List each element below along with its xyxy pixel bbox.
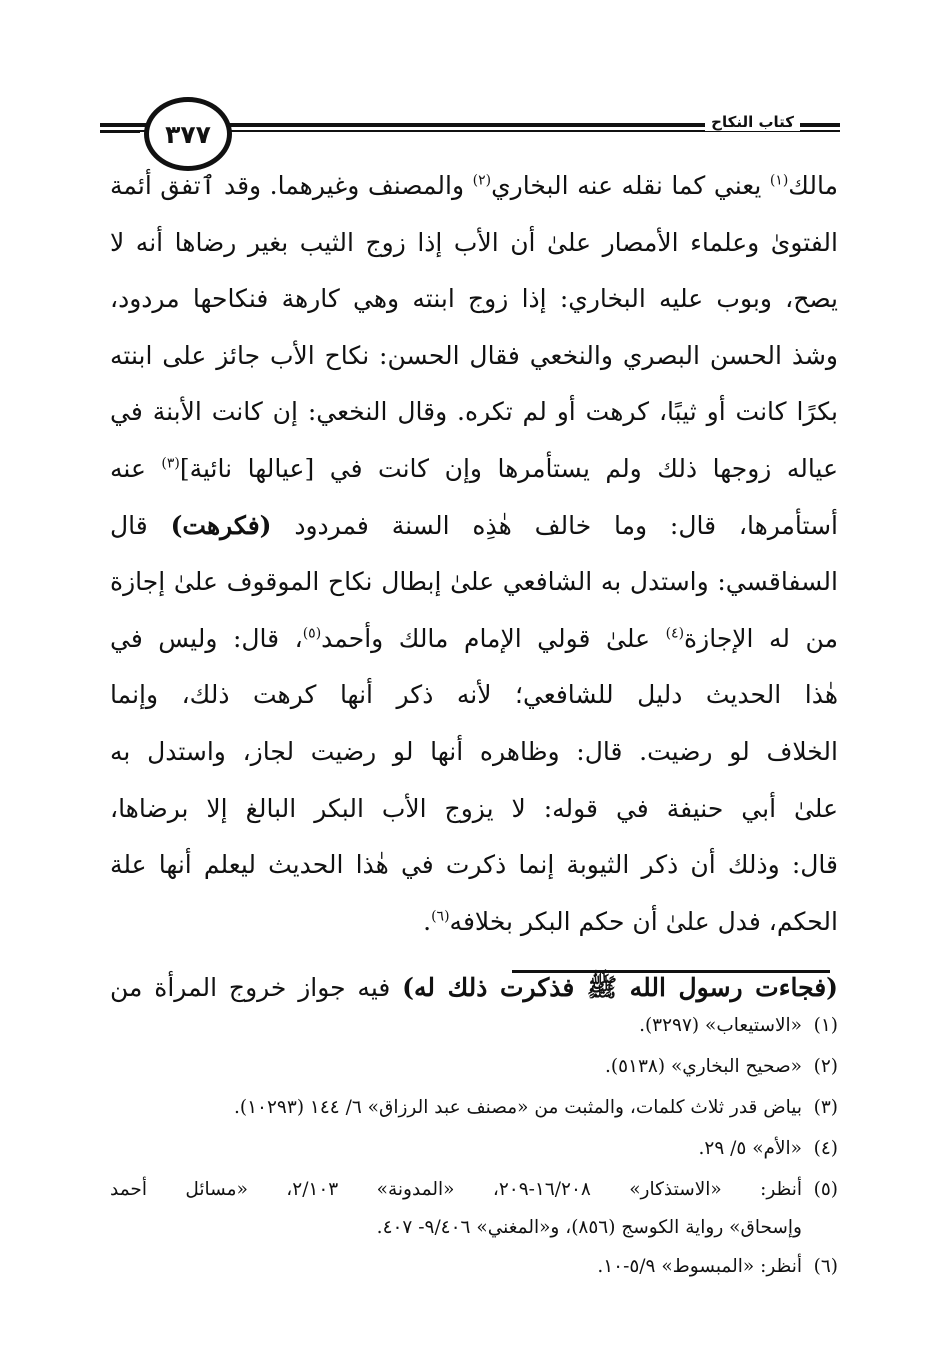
footnote-text: «الأم» ٥/ ٢٩. — [698, 1138, 802, 1159]
text-segment: بكرًا كانت أو ثيبًا، كرهت أو لم تكره. وقال النخعي: إن كانت الأبنة في — [110, 397, 838, 427]
footnote — [110, 1005, 838, 1046]
text-line — [110, 498, 838, 555]
footnote-continuation: وإسحاق» رواية الكوسج (٨٥٦)، و«المغني» ٩/٤٠٦- ٤٠٧. — [376, 1217, 802, 1238]
text-segment: ، قال: وليس في — [110, 623, 303, 653]
text-segment: علىٰ أبي حنيفة في قوله: لا يزوج الأب البكر البالغ إلا برضاها، — [110, 793, 838, 823]
text-segment: هٰذا الحديث دليل للشافعي؛ لأنه ذكر أنها كرهت ذلك، وإنما — [110, 680, 838, 710]
page-number: ٣٧٧ — [144, 97, 232, 171]
text-line — [110, 328, 838, 385]
text-segment: وشذ الحسن البصري والنخعي فقال الحسن: نكاح الأب جائز على ابنته — [110, 340, 838, 370]
footnote — [110, 1169, 838, 1210]
text-segment: مالك — [788, 171, 838, 200]
text-line — [110, 781, 838, 838]
text-segment: أستأمرها، قال: وما خالف هٰذِه السنة فمردود — [271, 510, 838, 540]
text-line — [110, 441, 838, 498]
footnote-number: (٥) — [813, 1179, 839, 1200]
text-segment: علىٰ قولي الإمام مالك وأحمد — [321, 623, 666, 653]
running-title-rule — [804, 123, 840, 127]
footnote — [110, 1128, 838, 1169]
footnotes — [110, 1005, 838, 1287]
footnote — [110, 1046, 838, 1087]
text-line — [110, 667, 838, 724]
text-segment: (فجاءت رسول الله ﷺ فذكرت ذلك له) — [402, 973, 838, 1003]
text-line — [110, 554, 838, 611]
text-segment: والمصنف وغيرهما. وقد ٱتفق أئمة — [110, 171, 473, 200]
footnote-number: (٣) — [813, 1097, 838, 1118]
text-segment: يعني كما نقله عنه البخاري — [491, 171, 770, 200]
text-line — [110, 611, 838, 668]
footnote-ref[interactable]: (١) — [769, 172, 789, 189]
footnote-ref[interactable]: (٣) — [161, 455, 180, 472]
text-segment: الفتوىٰ وعلماء الأمصار علىٰ أن الأب إذا زوج الثيب بغير رضاها أنه لا — [110, 227, 838, 257]
footnote-separator — [512, 970, 830, 973]
text-line — [110, 158, 838, 215]
footnote-ref[interactable]: (٦) — [431, 908, 450, 925]
text-segment: يصح، وبوب عليه البخاري: إذا زوج ابنته وهي كارهة فنكاحها مردود، — [110, 284, 838, 314]
footnote-ref[interactable]: (٢) — [472, 172, 492, 189]
text-segment: . — [423, 906, 432, 936]
text-segment: فيه جواز خروج المرأة من — [110, 973, 403, 1003]
text-segment: عنه — [110, 453, 162, 483]
footnote-number: (٤) — [813, 1138, 838, 1159]
text-segment: السفاقسي: واستدل به الشافعي علىٰ إبطال نكاح الموقوف علىٰ إجازة — [110, 567, 838, 597]
footnote-text: بياض قدر ثلاث كلمات، والمثبت من «مصنف عبد الرزاق» ٦/ ١٤٤ (١٠٢٩٣). — [234, 1097, 802, 1118]
footnote-ref[interactable]: (٤) — [665, 625, 685, 642]
running-title: كتاب النكاح — [705, 113, 800, 131]
text-segment: الحكم، فدل علىٰ أن حكم البكر بخلافه — [449, 906, 838, 936]
footnote-text: أنظر: «المبسوط» ٥/٩-١٠. — [597, 1256, 802, 1277]
text-segment: قال — [110, 510, 171, 540]
text-segment: من له الإجازة — [684, 623, 838, 653]
footnote-text: «صحيح البخاري» (٥١٣٨). — [604, 1056, 802, 1077]
text-line — [110, 837, 838, 894]
header-rule-left — [100, 130, 140, 133]
text-line — [110, 894, 838, 951]
text-line — [110, 384, 838, 441]
footnote-number: (٢) — [813, 1056, 838, 1077]
text-line — [110, 271, 838, 328]
footnote-ref[interactable]: (٥) — [302, 625, 322, 642]
text-segment: (فكرهت) — [170, 510, 272, 540]
footnote — [110, 1246, 838, 1287]
text-segment: عياله زوجها ذلك ولم يستأمرها وإن كانت في [عيالها نائية] — [179, 453, 838, 483]
page-header — [100, 95, 840, 165]
text-segment: قال: وذلك أن ذكر الثيوبة إنما ذكرت في هٰذا الحديث ليعلم أنها علة — [110, 850, 838, 880]
footnote-number: (١) — [813, 1015, 838, 1036]
main-text — [110, 158, 838, 1017]
text-line — [110, 724, 838, 781]
footnote — [110, 1087, 838, 1128]
footnote-text: أنظر: «الاستذكار» ١٦/٢٠٨-٢٠٩، «المدونة» ٢/١٠٣، «مسائل أحمد — [110, 1179, 803, 1200]
text-segment: الخلاف لو رضيت. قال: وظاهره أنها لو رضيت لجاز، واستدل به — [110, 736, 838, 766]
text-line — [110, 215, 838, 272]
footnote-text: «الاستيعاب» (٣٢٩٧). — [639, 1015, 802, 1036]
footnote-number: (٦) — [813, 1256, 838, 1277]
